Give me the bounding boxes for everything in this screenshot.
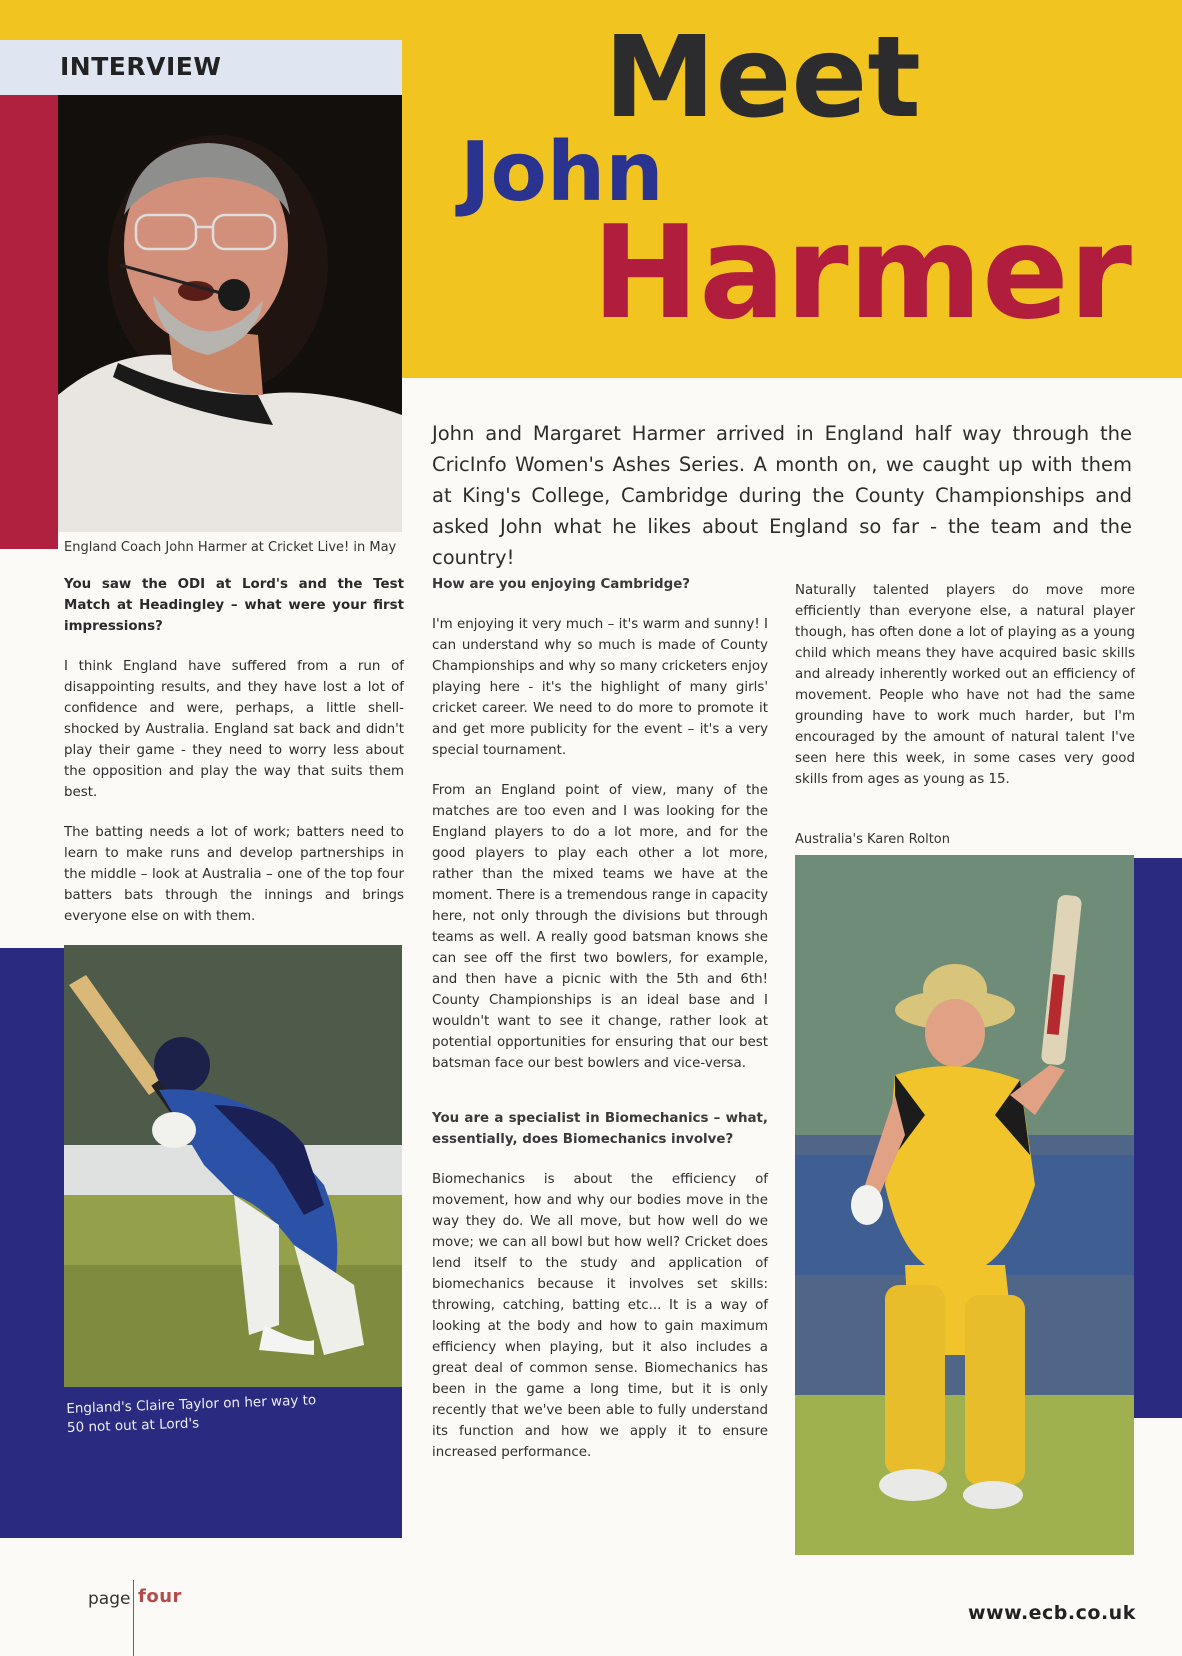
footer-website-link[interactable]: www.ecb.co.uk bbox=[968, 1602, 1136, 1624]
headline-john: John bbox=[460, 125, 664, 220]
answer-paragraph: Biomechanics is about the efficiency of movement, how and why our bodies move in the way they do. We all move, but how well do we move; we can all bowl but how well? Cricket does lend itself to the study and application of biomechanics because it involves set skills: throwing, catching, batting etc... It is a way of looking at the body and how to gain maximum efficiency when playing, but it also includes a great deal of common sense. Biomechanics has been in the game a long time, but it is only recently that we've been able to fully understand its function and how we apply it to ensure increased performance. bbox=[432, 1172, 768, 1460]
question-cambridge: How are you enjoying Cambridge? bbox=[432, 577, 691, 592]
column-middle bbox=[432, 574, 768, 1482]
footer-page-number: four bbox=[138, 1586, 182, 1607]
footer-page-label: page bbox=[88, 1589, 131, 1609]
photo-karen-rolton bbox=[795, 855, 1134, 1555]
headline-meet: Meet bbox=[604, 13, 921, 143]
column-left bbox=[64, 574, 404, 946]
side-accent-bar bbox=[0, 95, 58, 549]
photo-john-harmer bbox=[58, 95, 402, 532]
headline-harmer: Harmer bbox=[592, 199, 1132, 348]
blue-panel-right bbox=[1134, 858, 1182, 1418]
answer-paragraph: Naturally talented players do move more efficiently than everyone else, a natural player though, has often done a lot of playing as a young child which means they have acquired basic skills and already inherently worked out an efficiency of movement. People who have not had the same grounding have to work much harder, but I'm encouraged by the amount of natural talent I've seen here this week, in some cases very good skills from ages as young as 15. bbox=[795, 583, 1135, 787]
column-right bbox=[795, 580, 1135, 809]
section-label: INTERVIEW bbox=[60, 52, 222, 81]
photo-claire-taylor bbox=[64, 945, 402, 1387]
footer-divider bbox=[133, 1580, 134, 1656]
answer-paragraph: From an England point of view, many of the matches are too even and I was looking for the England players to do a lot more, and for the good players to play each other a lot more, rather than the mixed teams we have at the moment. There is a tremendous range in capacity here, not only through the divisions but through teams as well. A really good batsman knows she can see off the first two bowlers, for example, and then have a picnic with the 5th and 6th! County Championships is an ideal base and I wouldn't want to see it change, rather look at potential opportunities for ensuring that our best batsman face our best bowlers and vice-versa. bbox=[432, 783, 768, 1071]
question-first-impressions: You saw the ODI at Lord's and the Test Match at Headingley – what were your first impressions? bbox=[64, 577, 404, 634]
answer-paragraph: The batting needs a lot of work; batters need to learn to make runs and develop partnerships in the middle – look at Australia – one of the top four batters bats through the innings and brings everyone else on with them. bbox=[64, 825, 404, 924]
caption-taylor: England's Claire Taylor on her way to 50 not out at Lord's bbox=[66, 1392, 317, 1436]
answer-paragraph: I think England have suffered from a run of disappointing results, and they have lost a lot of confidence and were, perhaps, a little shell-shocked by Australia. England sat back and didn't play their game - they need to worry less about the opposition and play the way that suits them best. bbox=[64, 659, 404, 800]
caption-harmer: England Coach John Harmer at Cricket Live! in May bbox=[64, 540, 397, 555]
intro-paragraph: John and Margaret Harmer arrived in England half way through the CricInfo Women's Ashes Series. A month on, we caught up with them at King's College, Cambridge during the County Championships and asked John what he likes about England so far - the team and the country! bbox=[432, 422, 1132, 569]
question-biomechanics: You are a specialist in Biomechanics – what, essentially, does Biomechanics involve? bbox=[432, 1111, 768, 1147]
answer-paragraph: I'm enjoying it very much – it's warm and sunny! I can understand why so much is made of County Championships and why so many cricketers enjoy playing here - it's the highlight of many girls' cricket career. We need to do more to promote it and get more publicity for the event – it's a very special tournament. bbox=[432, 617, 768, 758]
caption-rolton: Australia's Karen Rolton bbox=[795, 832, 950, 847]
